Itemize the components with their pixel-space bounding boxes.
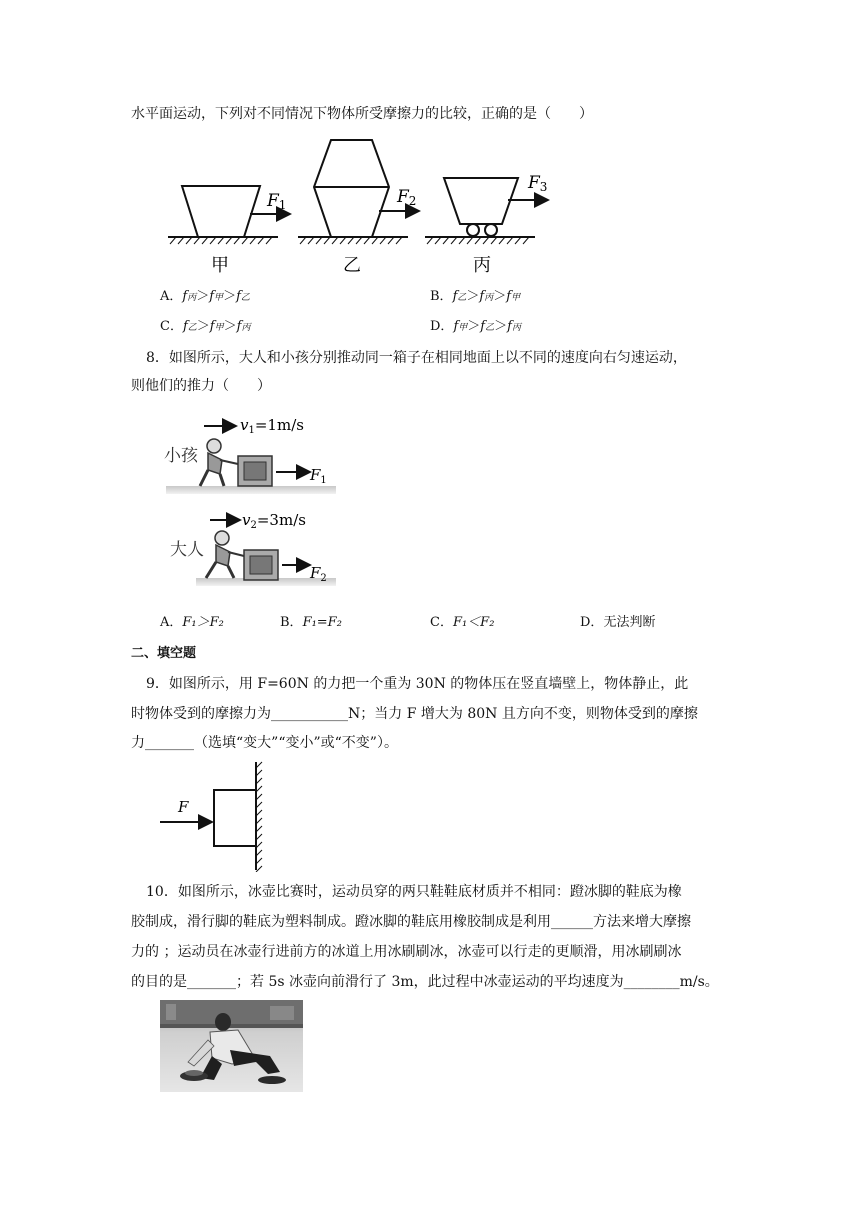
q8-option-a[interactable]: A．F₁＞F₂ [160,615,224,630]
q7-stem-tail: 水平面运动，下列对不同情况下物体所受摩擦力的比较，正确的是（ ） [131,106,593,122]
svg-text:F1: $F_1$ [310,466,327,486]
q10-line4: 的目的是_______；若 5s 冰壶向前滑行了 3m，此过程中冰壶运动的平均速度为________m/s。 [131,974,719,990]
q8-option-b[interactable]: B．F₁=F₂ [280,615,342,630]
q9-line1: 9．如图所示，用 F=60N 的力把一个重为 30N 的物体压在竖直墙壁上，物体静止，此 [146,676,689,692]
svg-text:F2: $F_2$ [310,564,327,584]
q7-option-d[interactable]: D．f甲＞f乙＞f丙 [430,319,521,334]
section-title-fill-in: 二、填空题 [131,646,197,661]
q7-force-label-3: F3 [528,173,548,194]
q8-option-c[interactable]: C．F₁＜F₂ [430,615,495,630]
q7-label-jia: 甲 [211,255,229,276]
q9-line2: 时物体受到的摩擦力为___________N；当力 F 增大为 80N 且方向不变，则物体受到的摩擦 [131,706,698,722]
q8-option-d[interactable]: D．无法判断 [580,615,656,630]
q8-figure [160,408,350,594]
q8-child-scene [164,416,336,494]
q7-force-label-2: F2 [397,187,417,208]
q7-label-bing: 丙 [473,255,491,276]
q9-force-label: F [178,798,189,816]
svg-text:v2=3m/s: $v_2=3m/s$ [242,511,306,531]
q7-option-b[interactable]: B．f乙＞f丙＞f甲 [430,289,521,304]
q7-label-yi: 乙 [343,255,361,276]
q8-stem-line2: 则他们的推力（ ） [131,378,271,394]
q9-figure [158,760,270,872]
svg-text:v1=1m/s: $v_1=1m/s$ [240,416,304,436]
q7-figure [160,136,550,278]
q10-curling-photo [160,1000,303,1092]
q9-line3: 力_______（选填“变大”“变小”或“不变”）。 [131,735,398,751]
q10-line1: 10．如图所示，冰壶比赛时，运动员穿的两只鞋鞋底材质并不相同：蹬冰脚的鞋底为橡 [146,884,682,900]
q7-option-a[interactable]: A．f丙＞f甲＞f乙 [160,289,250,304]
q8-adult-scene [170,511,336,586]
q7-force-label-1: F1 [267,191,287,212]
q10-line2: 胶制成，滑行脚的鞋底为塑料制成。蹬冰脚的鞋底用橡胶制成是利用______方法来增大摩擦 [131,914,691,930]
q8-adult-label: 大人 [170,540,204,560]
q8-stem-line1: 8．如图所示，大人和小孩分别推动同一箱子在相同地面上以不同的速度向右匀速运动， [146,350,687,366]
q10-line3: 力的 ；运动员在冰壶行进前方的冰道上用冰刷刷冰，冰壶可以行走的更顺滑，用冰刷刷冰 [131,944,682,960]
q7-option-c[interactable]: C．f乙＞f甲＞f丙 [160,319,251,334]
q8-child-label: 小孩 [164,446,198,466]
